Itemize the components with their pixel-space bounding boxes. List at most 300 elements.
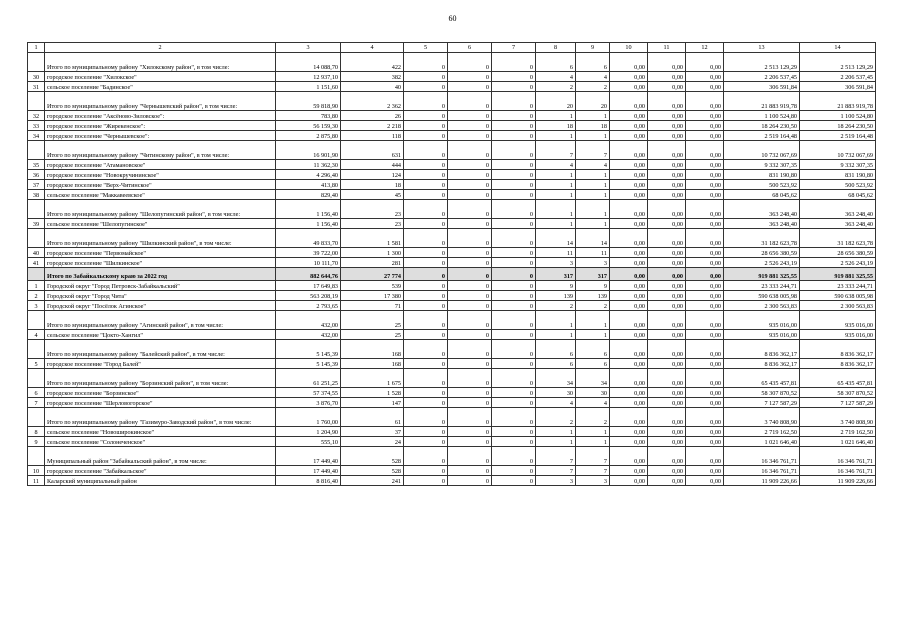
value-cell-col-14: 2 206 537,45 [800,72,876,82]
value-cell-col-3: 2 793,65 [276,301,341,311]
value-cell-col-3: 56 159,30 [276,121,341,131]
value-cell-col-10: 0,00 [610,180,648,190]
value-cell-col-11: 0,00 [648,447,686,466]
value-cell-col-14: 11 909 226,66 [800,476,876,486]
value-cell-col-5: 0 [404,190,448,200]
value-cell-col-12: 0,00 [686,53,724,72]
value-cell-col-14: 3 740 808,90 [800,408,876,427]
value-cell-col-6: 0 [448,53,492,72]
table-row [28,219,876,229]
column-number: 2 [45,43,276,53]
column-number: 5 [404,43,448,53]
value-cell-col-5: 0 [404,281,448,291]
value-cell-col-4: 118 [341,131,404,141]
value-cell-col-12: 0,00 [686,359,724,369]
value-cell-col-3: 17 649,83 [276,281,341,291]
row-number-cell: 34 [28,131,45,141]
value-cell-col-10: 0,00 [610,229,648,248]
value-cell-col-6: 0 [448,447,492,466]
row-number-cell: 40 [28,248,45,258]
value-cell-col-4: 61 [341,408,404,427]
value-cell-col-9: 4 [576,398,610,408]
value-cell-col-3: 432,00 [276,330,341,340]
page-number: 60 [448,14,457,23]
value-cell-col-11: 0,00 [648,219,686,229]
value-cell-col-13: 10 732 067,69 [724,141,800,160]
table-row [28,180,876,190]
value-cell-col-9: 2 [576,301,610,311]
value-cell-col-4: 45 [341,190,404,200]
value-cell-col-3: 49 833,70 [276,229,341,248]
value-cell-col-7: 0 [492,170,536,180]
value-cell-col-9: 1 [576,180,610,190]
value-cell-col-14: 10 732 067,69 [800,141,876,160]
value-cell-col-10: 0,00 [610,190,648,200]
value-cell-col-6: 0 [448,281,492,291]
value-cell-col-7: 0 [492,476,536,486]
value-cell-col-4: 539 [341,281,404,291]
value-cell-col-6: 0 [448,427,492,437]
value-cell-col-6: 0 [448,248,492,258]
value-cell-col-3: 1 156,40 [276,200,341,219]
value-cell-col-12: 0,00 [686,170,724,180]
value-cell-col-7: 0 [492,82,536,92]
value-cell-col-8: 4 [536,160,576,170]
value-cell-col-6: 0 [448,291,492,301]
value-cell-col-10: 0,00 [610,359,648,369]
subtotal-row [28,141,876,160]
value-cell-col-12: 0,00 [686,160,724,170]
value-cell-col-12: 0,00 [686,200,724,219]
value-cell-col-9: 14 [576,229,610,248]
value-cell-col-6: 0 [448,466,492,476]
value-cell-col-5: 0 [404,359,448,369]
value-cell-col-6: 0 [448,72,492,82]
value-cell-col-14: 9 332 307,35 [800,160,876,170]
municipality-name-cell: сельское поселение "Шелопугинское" [45,219,276,229]
value-cell-col-14: 363 248,40 [800,200,876,219]
column-number: 1 [28,43,45,53]
value-cell-col-8: 4 [536,72,576,82]
value-cell-col-12: 0,00 [686,258,724,268]
value-cell-col-8: 4 [536,398,576,408]
value-cell-col-6: 0 [448,180,492,190]
value-cell-col-12: 0,00 [686,369,724,388]
value-cell-col-6: 0 [448,359,492,369]
municipality-name-cell: городское поселение "Хилокское" [45,72,276,82]
value-cell-col-12: 0,00 [686,437,724,447]
value-cell-col-12: 0,00 [686,466,724,476]
value-cell-col-13: 935 016,00 [724,311,800,330]
value-cell-col-5: 0 [404,408,448,427]
value-cell-col-13: 2 719 162,50 [724,427,800,437]
value-cell-col-4: 23 [341,219,404,229]
municipality-name-cell: Итого по муниципальному району "Шелопугинский район", в том числе: [45,200,276,219]
value-cell-col-13: 500 523,92 [724,180,800,190]
value-cell-col-13: 935 016,00 [724,330,800,340]
value-cell-col-5: 0 [404,219,448,229]
value-cell-col-4: 25 [341,330,404,340]
municipality-name-cell: городское поселение "Аксёново-Зиловское": [45,111,276,121]
value-cell-col-4: 528 [341,447,404,466]
value-cell-col-9: 1 [576,437,610,447]
value-cell-col-9: 4 [576,72,610,82]
value-cell-col-11: 0,00 [648,229,686,248]
value-cell-col-9: 9 [576,281,610,291]
subtotal-row [28,92,876,111]
value-cell-col-10: 0,00 [610,437,648,447]
value-cell-col-10: 0,00 [610,248,648,258]
table-row [28,301,876,311]
value-cell-col-8: 1 [536,170,576,180]
value-cell-col-11: 0,00 [648,466,686,476]
subtotal-row [28,200,876,219]
value-cell-col-5: 0 [404,200,448,219]
table-row [28,466,876,476]
value-cell-col-8: 1 [536,311,576,330]
value-cell-col-3: 563 208,19 [276,291,341,301]
value-cell-col-8: 11 [536,248,576,258]
value-cell-col-9: 30 [576,388,610,398]
value-cell-col-11: 0,00 [648,170,686,180]
column-number: 4 [341,43,404,53]
value-cell-col-7: 0 [492,466,536,476]
value-cell-col-9: 2 [576,408,610,427]
value-cell-col-14: 58 307 870,52 [800,388,876,398]
value-cell-col-7: 0 [492,190,536,200]
value-cell-col-8: 14 [536,229,576,248]
table-row [28,82,876,92]
value-cell-col-10: 0,00 [610,311,648,330]
value-cell-col-13: 2 513 129,29 [724,53,800,72]
value-cell-col-12: 0,00 [686,219,724,229]
row-number-cell: 38 [28,190,45,200]
value-cell-col-7: 0 [492,330,536,340]
value-cell-col-4: 1 528 [341,388,404,398]
value-cell-col-9: 11 [576,248,610,258]
value-cell-col-4: 1 675 [341,369,404,388]
value-cell-col-4: 147 [341,398,404,408]
row-number-cell [28,229,45,248]
value-cell-col-10: 0,00 [610,72,648,82]
row-number-cell: 32 [28,111,45,121]
value-cell-col-3: 8 816,40 [276,476,341,486]
value-cell-col-10: 0,00 [610,258,648,268]
value-cell-col-4: 422 [341,53,404,72]
value-cell-col-10: 0,00 [610,82,648,92]
value-cell-col-5: 0 [404,340,448,359]
row-number-cell [28,268,45,281]
subtotal-row [28,408,876,427]
value-cell-col-7: 0 [492,301,536,311]
value-cell-col-7: 0 [492,268,536,281]
value-cell-col-5: 0 [404,447,448,466]
municipality-name-cell: сельское поселение "Маккавеевское" [45,190,276,200]
value-cell-col-13: 11 909 226,66 [724,476,800,486]
value-cell-col-5: 0 [404,258,448,268]
value-cell-col-11: 0,00 [648,408,686,427]
row-number-cell: 4 [28,330,45,340]
value-cell-col-3: 57 374,55 [276,388,341,398]
municipality-name-cell: Итого по муниципальному району "Хилокскому район", в том числе: [45,53,276,72]
value-cell-col-11: 0,00 [648,72,686,82]
value-cell-col-11: 0,00 [648,427,686,437]
municipality-name-cell: Каларский муниципальный район [45,476,276,486]
value-cell-col-7: 0 [492,131,536,141]
value-cell-col-11: 0,00 [648,476,686,486]
value-cell-col-4: 2 362 [341,92,404,111]
value-cell-col-11: 0,00 [648,359,686,369]
value-cell-col-4: 124 [341,170,404,180]
value-cell-col-12: 0,00 [686,82,724,92]
value-cell-col-9: 1 [576,200,610,219]
value-cell-col-12: 0,00 [686,447,724,466]
value-cell-col-6: 0 [448,301,492,311]
value-cell-col-6: 0 [448,131,492,141]
value-cell-col-9: 7 [576,447,610,466]
value-cell-col-12: 0,00 [686,111,724,121]
value-cell-col-5: 0 [404,170,448,180]
value-cell-col-4: 25 [341,311,404,330]
value-cell-col-11: 0,00 [648,131,686,141]
value-cell-col-11: 0,00 [648,111,686,121]
value-cell-col-12: 0,00 [686,72,724,82]
value-cell-col-14: 919 881 325,55 [800,268,876,281]
value-cell-col-3: 3 876,70 [276,398,341,408]
value-cell-col-9: 317 [576,268,610,281]
value-cell-col-4: 37 [341,427,404,437]
municipality-name-cell: городское поселение "Жирекенское": [45,121,276,131]
value-cell-col-10: 0,00 [610,427,648,437]
value-cell-col-8: 34 [536,369,576,388]
value-cell-col-10: 0,00 [610,398,648,408]
value-cell-col-10: 0,00 [610,408,648,427]
value-cell-col-4: 2 218 [341,121,404,131]
value-cell-col-14: 2 519 164,48 [800,131,876,141]
value-cell-col-12: 0,00 [686,180,724,190]
value-cell-col-6: 0 [448,190,492,200]
municipality-name-cell: Итого по муниципальному району "Читинскому район", в том числе: [45,141,276,160]
value-cell-col-12: 0,00 [686,476,724,486]
column-number: 9 [576,43,610,53]
value-cell-col-12: 0,00 [686,408,724,427]
value-cell-col-3: 5 145,39 [276,340,341,359]
value-cell-col-13: 16 346 761,71 [724,447,800,466]
row-number-cell: 2 [28,291,45,301]
value-cell-col-10: 0,00 [610,388,648,398]
value-cell-col-9: 1 [576,170,610,180]
value-cell-col-7: 0 [492,141,536,160]
value-cell-col-7: 0 [492,160,536,170]
value-cell-col-8: 2 [536,408,576,427]
row-number-cell [28,408,45,427]
value-cell-col-13: 306 591,84 [724,82,800,92]
value-cell-col-10: 0,00 [610,340,648,359]
row-number-cell: 10 [28,466,45,476]
value-cell-col-6: 0 [448,398,492,408]
table-row [28,388,876,398]
row-number-cell [28,141,45,160]
value-cell-col-9: 18 [576,121,610,131]
table-row [28,398,876,408]
value-cell-col-13: 2 519 164,48 [724,131,800,141]
value-cell-col-8: 7 [536,141,576,160]
value-cell-col-3: 783,80 [276,111,341,121]
value-cell-col-14: 21 883 919,78 [800,92,876,111]
value-cell-col-3: 39 722,00 [276,248,341,258]
value-cell-col-14: 2 300 563,83 [800,301,876,311]
value-cell-col-8: 7 [536,447,576,466]
value-cell-col-10: 0,00 [610,369,648,388]
table-row [28,111,876,121]
value-cell-col-7: 0 [492,388,536,398]
value-cell-col-5: 0 [404,437,448,447]
value-cell-col-14: 1 021 646,40 [800,437,876,447]
value-cell-col-7: 0 [492,340,536,359]
row-number-cell: 3 [28,301,45,311]
value-cell-col-9: 6 [576,53,610,72]
value-cell-col-11: 0,00 [648,311,686,330]
value-cell-col-7: 0 [492,92,536,111]
value-cell-col-7: 0 [492,408,536,427]
municipality-name-cell: Городской округ "Посёлок Агинское" [45,301,276,311]
value-cell-col-10: 0,00 [610,53,648,72]
row-number-cell: 31 [28,82,45,92]
value-cell-col-14: 16 346 761,71 [800,466,876,476]
value-cell-col-11: 0,00 [648,82,686,92]
value-cell-col-6: 0 [448,330,492,340]
municipality-name-cell: Итого по муниципальному району "Чернышевский район", в том числе: [45,92,276,111]
row-number-cell: 9 [28,437,45,447]
value-cell-col-4: 444 [341,160,404,170]
value-cell-col-9: 2 [576,82,610,92]
row-number-cell [28,369,45,388]
value-cell-col-3: 1 151,60 [276,82,341,92]
value-cell-col-13: 363 248,40 [724,219,800,229]
table-row [28,330,876,340]
municipality-name-cell: городское поселение "Борзинское" [45,388,276,398]
value-cell-col-3: 12 937,10 [276,72,341,82]
value-cell-col-12: 0,00 [686,388,724,398]
value-cell-col-14: 935 016,00 [800,330,876,340]
value-cell-col-10: 0,00 [610,330,648,340]
value-cell-col-9: 1 [576,111,610,121]
value-cell-col-5: 0 [404,92,448,111]
value-cell-col-8: 1 [536,190,576,200]
subtotal-row [28,311,876,330]
row-number-cell [28,200,45,219]
value-cell-col-7: 0 [492,111,536,121]
municipality-name-cell: городское поселение "Шерловогорское" [45,398,276,408]
table-row [28,121,876,131]
value-cell-col-9: 1 [576,311,610,330]
row-number-cell: 35 [28,160,45,170]
value-cell-col-4: 1 581 [341,229,404,248]
value-cell-col-7: 0 [492,447,536,466]
value-cell-col-5: 0 [404,398,448,408]
value-cell-col-9: 1 [576,190,610,200]
table-row [28,291,876,301]
value-cell-col-3: 61 251,25 [276,369,341,388]
value-cell-col-7: 0 [492,53,536,72]
row-number-cell: 8 [28,427,45,437]
value-cell-col-9: 139 [576,291,610,301]
value-cell-col-11: 0,00 [648,190,686,200]
value-cell-col-12: 0,00 [686,398,724,408]
municipality-name-cell: Итого по муниципальному району "Газимуро-Заводский район", в том числе: [45,408,276,427]
value-cell-col-13: 831 190,80 [724,170,800,180]
value-cell-col-10: 0,00 [610,170,648,180]
value-cell-col-11: 0,00 [648,200,686,219]
value-cell-col-13: 2 300 563,83 [724,301,800,311]
municipality-name-cell: сельское поселение "Солонеченское" [45,437,276,447]
row-number-cell: 33 [28,121,45,131]
value-cell-col-10: 0,00 [610,111,648,121]
value-cell-col-8: 3 [536,476,576,486]
value-cell-col-5: 0 [404,121,448,131]
value-cell-col-7: 0 [492,369,536,388]
value-cell-col-12: 0,00 [686,330,724,340]
value-cell-col-3: 432,00 [276,311,341,330]
value-cell-col-7: 0 [492,311,536,330]
column-number: 3 [276,43,341,53]
value-cell-col-10: 0,00 [610,219,648,229]
value-cell-col-3: 1 156,40 [276,219,341,229]
value-cell-col-4: 168 [341,340,404,359]
value-cell-col-13: 590 638 005,98 [724,291,800,301]
value-cell-col-12: 0,00 [686,141,724,160]
municipality-name-cell: Городской округ "Город Петровск-Забайкальский" [45,281,276,291]
value-cell-col-12: 0,00 [686,121,724,131]
value-cell-col-4: 168 [341,359,404,369]
value-cell-col-3: 17 449,40 [276,466,341,476]
value-cell-col-9: 3 [576,476,610,486]
value-cell-col-12: 0,00 [686,291,724,301]
municipality-name-cell: городское поселение "Первомайское" [45,248,276,258]
column-number: 8 [536,43,576,53]
row-number-cell: 5 [28,359,45,369]
value-cell-col-3: 555,10 [276,437,341,447]
value-cell-col-7: 0 [492,258,536,268]
value-cell-col-7: 0 [492,437,536,447]
value-cell-col-13: 2 526 243,19 [724,258,800,268]
value-cell-col-10: 0,00 [610,281,648,291]
value-cell-col-11: 0,00 [648,398,686,408]
value-cell-col-13: 68 045,62 [724,190,800,200]
column-number: 10 [610,43,648,53]
value-cell-col-8: 2 [536,82,576,92]
value-cell-col-13: 7 127 587,29 [724,398,800,408]
value-cell-col-12: 0,00 [686,311,724,330]
subtotal-row [28,229,876,248]
subtotal-row [28,340,876,359]
value-cell-col-14: 65 435 457,81 [800,369,876,388]
value-cell-col-11: 0,00 [648,53,686,72]
municipality-name-cell: Итого по муниципальному району "Агинский район", в том числе: [45,311,276,330]
value-cell-col-5: 0 [404,229,448,248]
value-cell-col-5: 0 [404,131,448,141]
value-cell-col-12: 0,00 [686,229,724,248]
value-cell-col-8: 317 [536,268,576,281]
subtotal-row [28,447,876,466]
value-cell-col-10: 0,00 [610,121,648,131]
value-cell-col-11: 0,00 [648,121,686,131]
value-cell-col-5: 0 [404,72,448,82]
value-cell-col-8: 1 [536,200,576,219]
value-cell-col-12: 0,00 [686,248,724,258]
municipality-name-cell: сельское поселение "Цокто-Хангил" [45,330,276,340]
value-cell-col-6: 0 [448,92,492,111]
